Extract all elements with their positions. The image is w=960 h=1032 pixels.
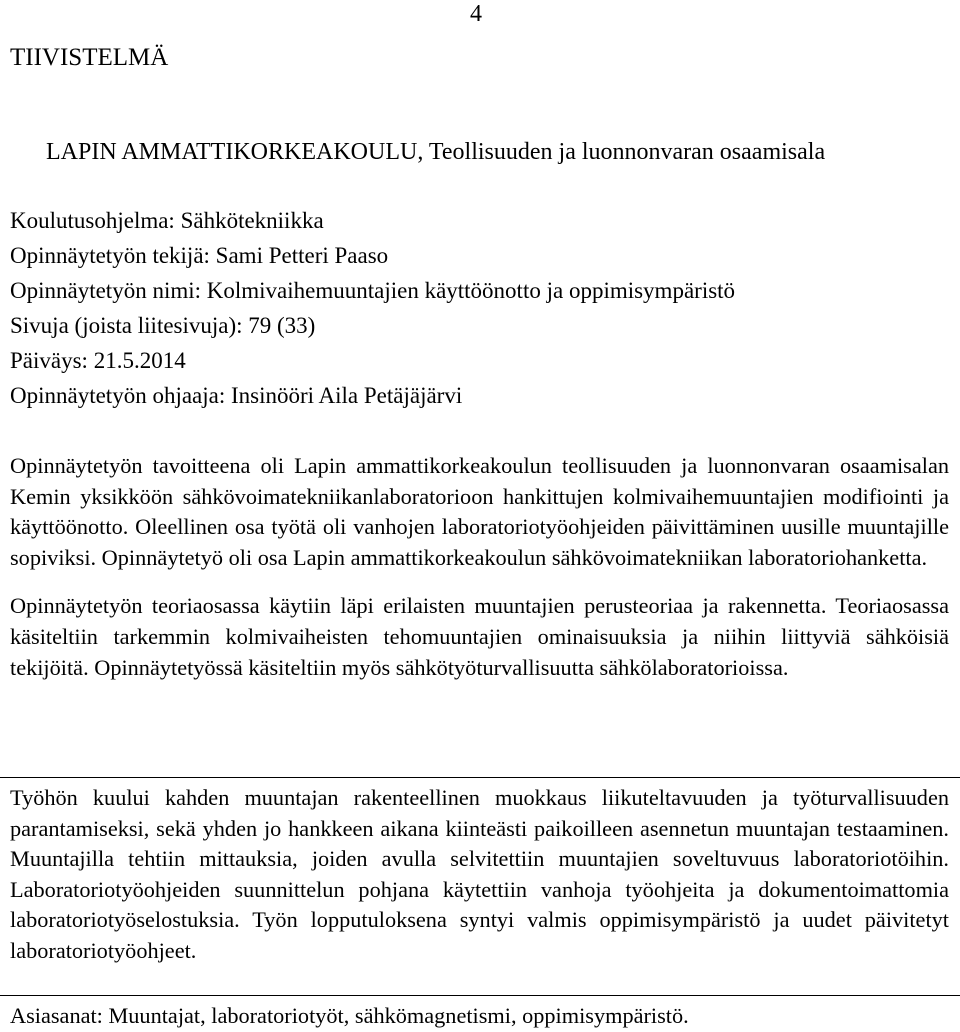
keywords-line: Asiasanat: Muuntajat, laboratoriotyöt, sähkömagnetismi, oppimisympäristö.	[10, 1003, 689, 1028]
abstract-heading: TIIVISTELMÄ	[10, 44, 169, 71]
thesis-supervisor: Opinnäytetyön ohjaaja: Insinööri Aila Petäjäjärvi	[10, 383, 463, 408]
degree-programme: Koulutusohjelma: Sähkötekniikka	[10, 208, 324, 233]
page-number: 4	[470, 1, 482, 27]
abstract-paragraph: Opinnäytetyön teoriaosassa käytiin läpi erilaisten muuntajien perusteoriaa ja rakennetta. Teoriaosassa käsiteltiin tarkemmin kolmivaiheisten tehomuuntajien ominaisuuksia ja niihin liittyviä sähköisiä tekijöitä. Opinnäytetyössä käsiteltiin myös sähkötyöturvallisuutta sähkölaboratorioissa.	[10, 593, 949, 680]
thesis-date: Päiväys: 21.5.2014	[10, 348, 186, 373]
thesis-title: Opinnäytetyön nimi: Kolmivaihemuuntajien käyttöönotto ja oppimisympäristö	[10, 278, 736, 303]
thesis-author: Opinnäytetyön tekijä: Sami Petteri Paaso	[10, 243, 389, 268]
page-count: Sivuja (joista liitesivuja): 79 (33)	[10, 313, 316, 338]
divider-rule	[0, 995, 960, 996]
abstract-body	[10, 451, 949, 683]
divider-rule	[0, 777, 960, 778]
institution-line: LAPIN AMMATTIKORKEAKOULU, Teollisuuden ja luonnonvaran osaamisala	[46, 139, 826, 165]
abstract-paragraph: Opinnäytetyön tavoitteena oli Lapin ammattikorkeakoulun teollisuuden ja luonnonvaran osaamisalan Kemin yksikköön sähkövoimatekniikanlaboratorioon hankittujen kolmivaihemuuntajien modifiointi ja käyttöönotto. Oleellinen osa työtä oli vanhojen laboratoriotyöohjeiden päivittäminen uusille muuntajille sopiviksi. Opinnäytetyö oli osa Lapin ammattikorkeakoulun sähkövoimatekniikan laboratoriohanketta.	[10, 453, 949, 570]
thesis-metadata	[10, 203, 950, 413]
abstract-paragraph: Työhön kuului kahden muuntajan rakenteellinen muokkaus liikuteltavuuden ja työturvallisuuden parantamiseksi, sekä yhden jo hankkeen aikana kiinteästi paikoilleen asennetun muuntajan testaaminen. Muuntajilla tehtiin mittauksia, joiden avulla selvitettiin muuntajien soveltuvuus laboratoriotöihin. Laboratoriotyöohjeiden suunnittelun pohjana käytettiin vanhoja työohjeita ja dokumentoimattomia laboratoriotyöselostuksia. Työn lopputuloksena syntyi valmis oppimisympäristö ja uudet päivitetyt laboratoriotyöohjeet.	[10, 785, 949, 963]
abstract-body-continued	[10, 783, 949, 967]
